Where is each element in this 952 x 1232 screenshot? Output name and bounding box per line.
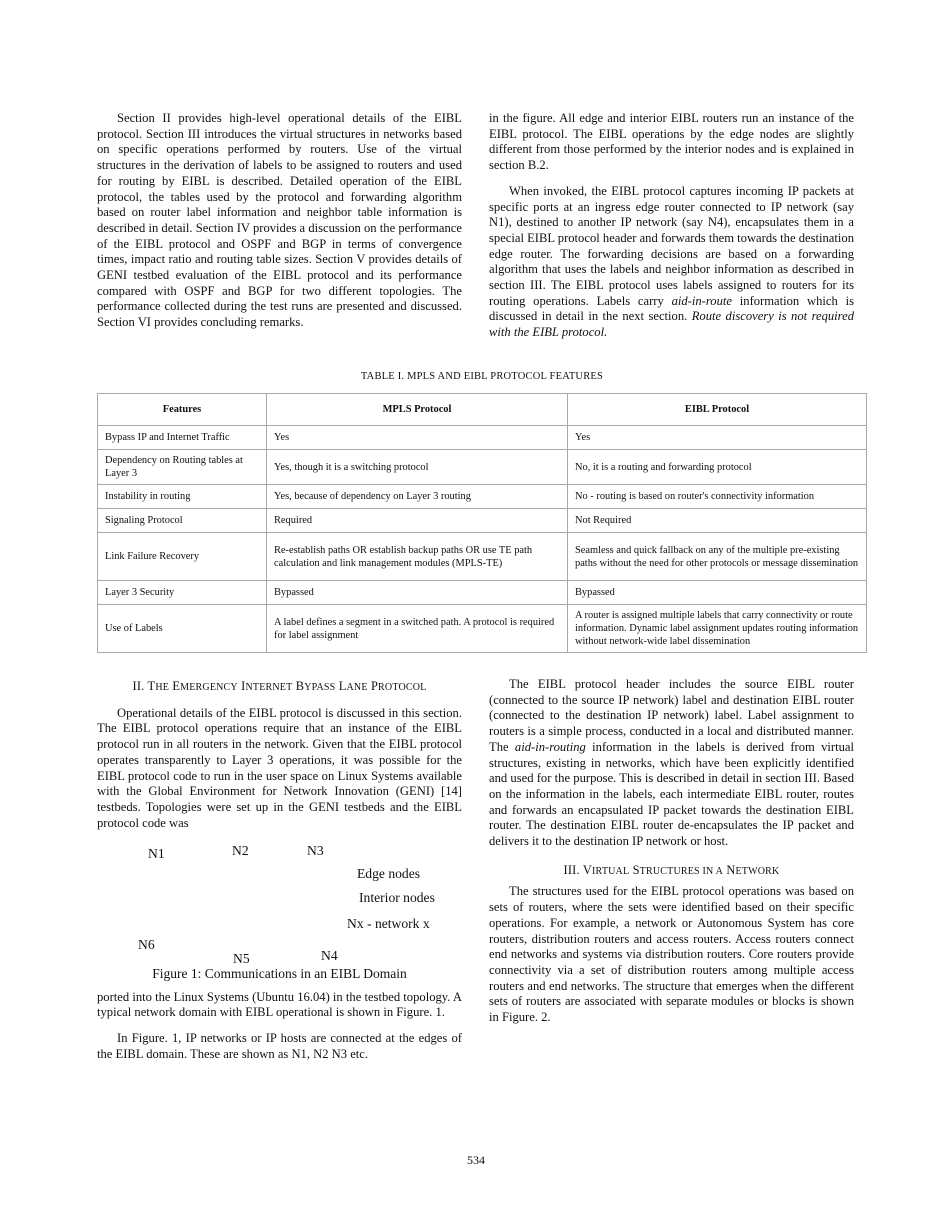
bottom-right-column bbox=[489, 677, 854, 1026]
table-row bbox=[98, 605, 867, 653]
text-run: information in the labels is derived from virtual structures, existing in networks, which have been explicitly identified and used for the purpose. This is described in detail in section III. Based on the information in the labels, each intermediate EIBL router, routes and forwards an encapsulated IP packet towards the destination EIBL router. The destination EIBL router de-encapsulates the IP packet and delivers it to the destination IP network or host. bbox=[489, 739, 855, 849]
table-cell: Yes, though it is a switching protocol bbox=[267, 450, 568, 485]
emphasis: Route discovery is not required with the EIBL protocol. bbox=[489, 309, 855, 340]
emphasis: aid-in-routing bbox=[514, 739, 586, 754]
legend-network-x: Nx - network x bbox=[347, 916, 430, 931]
title-part: IRTUAL bbox=[592, 865, 630, 877]
title-part: MERGENCY bbox=[180, 682, 238, 693]
table-cell: Dependency on Routing tables at Layer 3 bbox=[98, 450, 267, 485]
table-cell: Use of Labels bbox=[98, 605, 267, 653]
title-part: HE bbox=[155, 682, 170, 693]
table-cell: Signaling Protocol bbox=[98, 509, 267, 533]
table-cell: Link Failure Recovery bbox=[98, 533, 267, 581]
intro-left-column bbox=[97, 111, 462, 331]
table-cell: Yes bbox=[568, 426, 867, 450]
legend-edge-nodes: Edge nodes bbox=[357, 866, 421, 881]
table-cell: Layer 3 Security bbox=[98, 581, 267, 605]
table-cell: Bypassed bbox=[267, 581, 568, 605]
table-cell: A label defines a segment in a switched path. A protocol is required for label assignment bbox=[267, 605, 568, 653]
continuation-paragraph: in the figure. All edge and interior EIBL routers run an instance of the EIBL protocol. The EIBL operations by the edge nodes are slightly different from those performed by the interior nodes and is explained in section B.2. bbox=[489, 111, 854, 173]
title-part: III. V bbox=[563, 862, 593, 877]
section-2-title bbox=[97, 679, 462, 696]
features-table bbox=[97, 393, 867, 653]
text-run: The EIBL protocol header includes the source EIBL router (connected to the source IP network) label and destination EIBL router (connected to the destination IP network) label. Label assignment to routers is a simple process, conducted in a local and distributed manner. The bbox=[489, 677, 854, 754]
table-row bbox=[98, 426, 867, 450]
title-part: ETWORK bbox=[735, 865, 780, 877]
table-row bbox=[98, 509, 867, 533]
table-row bbox=[98, 450, 867, 485]
title-part: E bbox=[169, 679, 181, 693]
title-part: NTERNET bbox=[245, 682, 293, 693]
title-part: L bbox=[335, 679, 347, 693]
title-part: I bbox=[237, 679, 246, 693]
table-cell: A router is assigned multiple labels that carry connectivity or route information. Dynamic label assignment updates routing information without network-wide label dissemination bbox=[568, 605, 867, 653]
section-2-continuation: ported into the Linux Systems (Ubuntu 16.04) in the testbed topology. A typical network domain with EIBL operational is shown in Figure. 1. bbox=[97, 989, 462, 1020]
section-2-paragraph-2: In Figure. 1, IP networks or IP hosts are connected at the edges of the EIBL domain. These are shown as N1, N2 N3 etc. bbox=[97, 1031, 462, 1061]
table-cell: No, it is a routing and forwarding protocol bbox=[568, 450, 867, 485]
node-label-n6: N6 bbox=[138, 937, 155, 952]
table-cell: Instability in routing bbox=[98, 485, 267, 509]
title-part: P bbox=[367, 679, 379, 693]
node-label-n4: N4 bbox=[321, 948, 338, 963]
section-3-paragraph: The structures used for the EIBL protocol operations was based on sets of routers, where the sets were identified based on their specific operations. For example, a network or Autonomous System has core routers, distribution routers and access routers. Access routers connect end networks and systems via distribution routers. Core routers provide connectivity via a set of distribution routers among multiple access routers and end networks. The structure that emerges when the different sets of routers are associated with separate modules or blocks is shown in Figure. 2. bbox=[489, 884, 854, 1025]
title-part: YPASS bbox=[304, 682, 336, 693]
title-part: B bbox=[292, 679, 305, 693]
text-run: When invoked, the EIBL protocol captures incoming IP packets at specific ports at an ingress edge router connected to IP network (say N1), destined to another IP network (say N4), encapsulates them in a special EIBL protocol header and forwards them towards the destination edge router. The forwarding decisions are based on a forwarding algorithm that uses the labels and neighbor information as described in section III. The EIBL protocol uses labels assigned to routers for its routing operations. Labels carry bbox=[489, 183, 854, 308]
header-eibl: EIBL Protocol bbox=[568, 394, 867, 426]
figure-1-caption: Figure 1: Communications in an EIBL Domain bbox=[152, 966, 407, 981]
legend-interior-nodes: Interior nodes bbox=[359, 890, 435, 905]
figure-1 bbox=[97, 838, 462, 966]
emphasis: aid-in-route bbox=[671, 293, 732, 308]
node-label-n5: N5 bbox=[233, 951, 250, 966]
text-run: information which is discussed in detail in the next section. bbox=[489, 293, 854, 324]
title-part: ANE bbox=[346, 682, 368, 693]
page-number: 534 bbox=[467, 1153, 485, 1167]
node-label-n3: N3 bbox=[307, 843, 324, 858]
section-3-title bbox=[489, 863, 854, 880]
table-cell: Yes, because of dependency on Layer 3 routing bbox=[267, 485, 568, 509]
table-header-row bbox=[98, 394, 867, 426]
table-row bbox=[98, 485, 867, 509]
figure-caption-block bbox=[97, 966, 462, 1063]
table-cell: Yes bbox=[267, 426, 568, 450]
table-cell: Seamless and quick fallback on any of the multiple pre-existing paths without the need for other protocols or message dissemination bbox=[568, 533, 867, 581]
table-row bbox=[98, 533, 867, 581]
intro-paragraph: Section II provides high-level operational details of the EIBL protocol. Section III introduces the virtual structures in networks based on specific operations performed by routers. Use of the virtual structures in the derivation of labels to be assigned to routers and used for routing by EIBL is described. Detailed operation of the EIBL protocol, the tables used by the protocol and forwarding algorithm based on router label information and neighbor table information is described in detail. Section IV provides a discussion on the performance of the EIBL protocol and OSPF and BGP in terms of convergence times, impact ratio and routing table sizes. Section V provides details of GENI testbed evaluation of the EIBL protocol and its performance compared with OSPF and BGP for two different topologies. The performance collected during the test runs are presented and discussed. Section VI provides concluding remarks. bbox=[97, 111, 462, 330]
table-caption: TABLE I. MPLS AND EIBL PROTOCOL FEATURES bbox=[360, 371, 604, 382]
node-label-n2: N2 bbox=[232, 843, 249, 858]
table-cell: Bypassed bbox=[568, 581, 867, 605]
table-cell: Required bbox=[267, 509, 568, 533]
title-part: II. T bbox=[132, 679, 156, 693]
table-row bbox=[98, 581, 867, 605]
title-part: TRUCTURES IN A bbox=[639, 865, 724, 877]
table-cell: No - routing is based on router's connectivity information bbox=[568, 485, 867, 509]
eibl-invocation-paragraph bbox=[489, 184, 854, 341]
intro-right-column bbox=[489, 111, 854, 341]
section-2-paragraph: Operational details of the EIBL protocol is discussed in this section. The EIBL protocol operations require that an instance of the EIBL protocol run in all routers in the network. Given that the EIBL protocol operates transparently to Layer 3 operations, it was possible for the EIBL protocol code to run in the user space on Linux Systems available with the Global Environment for Network Innovation (GENI) [14] testbeds. Topologies were set up in the GENI testbeds and the EIBL protocol code was bbox=[97, 705, 462, 830]
header-mpls: MPLS Protocol bbox=[267, 394, 568, 426]
title-part: N bbox=[723, 862, 736, 877]
eibl-header-paragraph bbox=[489, 677, 854, 850]
section-2-column bbox=[97, 679, 462, 831]
table-cell: Bypass IP and Internet Traffic bbox=[98, 426, 267, 450]
header-features: Features bbox=[98, 394, 267, 426]
table-cell: Not Required bbox=[568, 509, 867, 533]
title-part: S bbox=[629, 862, 640, 877]
title-part: ROTOCOL bbox=[378, 682, 427, 693]
node-label-n1: N1 bbox=[148, 846, 165, 861]
table-cell: Re-establish paths OR establish backup paths OR use TE path calculation and link management modules (MPLS-TE) bbox=[267, 533, 568, 581]
